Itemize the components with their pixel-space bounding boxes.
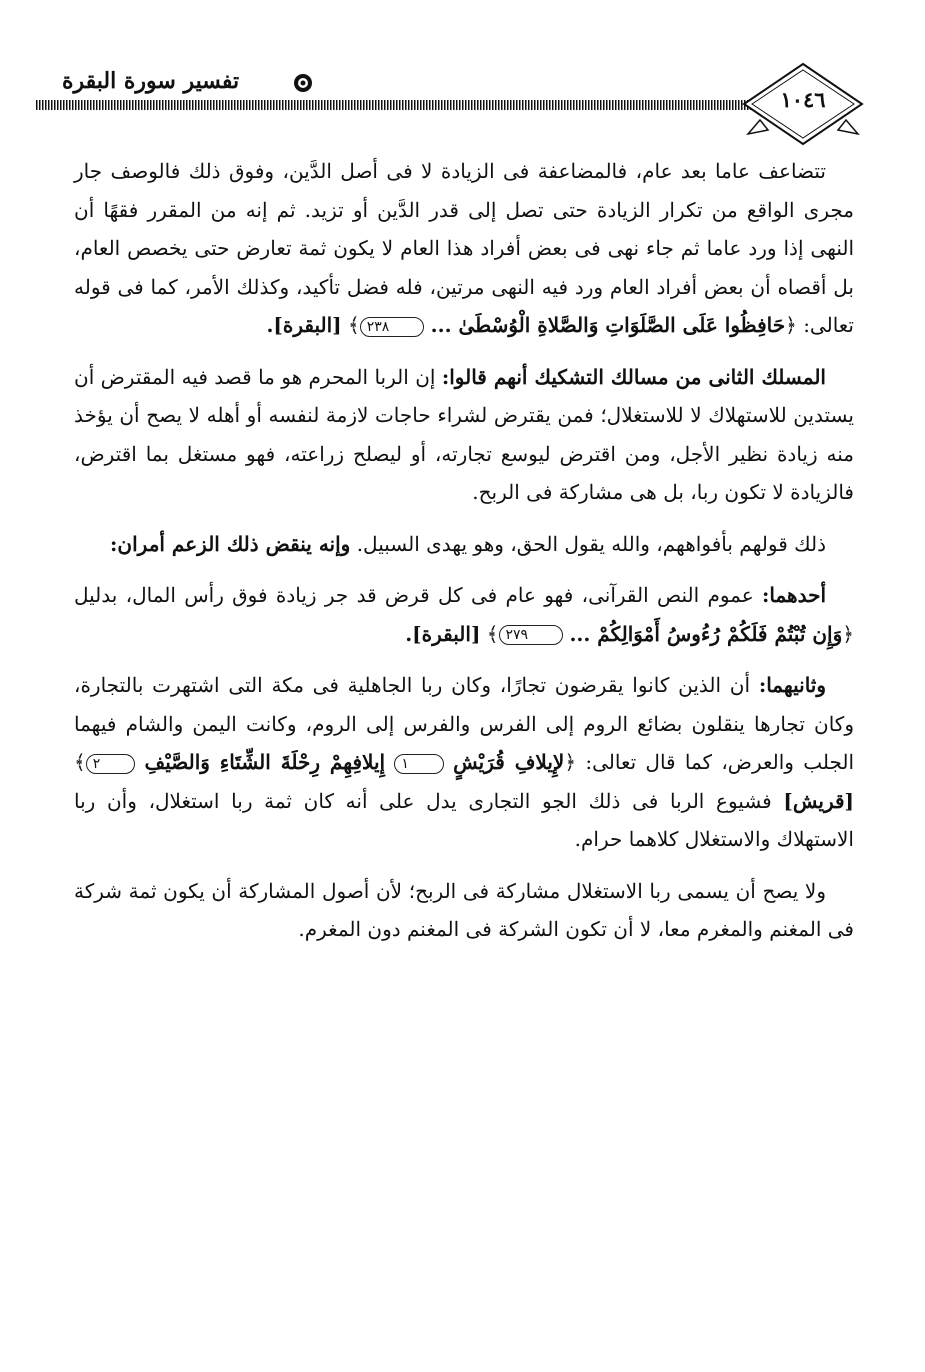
paragraph-lead: أحدهما:: [762, 583, 827, 607]
quran-open-brace: ﴿: [842, 621, 854, 646]
paragraph-text-continued: فشيوع الربا فى ذلك الجو التجارى يدل على أنه كان ثمة ربا استغلال، وأن ربا الاستهلاك والاستغلال كلاهما حرام.: [74, 788, 854, 851]
paragraph-5: [74, 666, 854, 859]
page-header: [22, 60, 902, 150]
paragraph-text: عموم النص القرآنى، فهو عام فى كل قرض قد جر زيادة فوق رأس المال، بدليل: [74, 583, 754, 607]
paragraph-text: تتضاعف عاما بعد عام، فالمضاعفة فى الزيادة لا فى أصل الدَّين، وفوق ذلك فالوصف جار مجرى الواقع من تكرار الزيادة حتى تصل إلى قدر الدَّين أو تزيد. ثم إنه من المقرر فقهًا أن النهى إذا ورد عاما ثم جاء نهى فى بعض أفراد هذا العام لا يكون ثمة تعارض حتى يخصص العام، بل أقصاه أن بعض أفراد العام ورد فيه النهى مرتين، فله فضل تأكيد، وكذلك الأمر، كما فى قوله تعالى:: [74, 159, 854, 337]
quran-verse: وَإِن تُبْتُمْ فَلَكُمْ رُءُوسُ أَمْوَالِكُمْ ...: [569, 621, 843, 646]
ayah-number-badge: ١: [394, 754, 444, 774]
paragraph-text: أن الذين كانوا يقرضون تجارًا، وكان ربا الجاهلية فى مكة التى اشتهرت بالتجارة، وكان تجارها ينقلون بضائع الروم إلى الفرس والفرس إلى الروم، وكانت اليمن والشام فيهما الجلب والعرض، كما قال تعالى:: [74, 673, 855, 774]
ornament-icon: [292, 72, 314, 94]
surah-reference: [البقرة].: [266, 313, 342, 337]
paragraph-2: [74, 358, 854, 512]
quran-open-brace: ﴿: [785, 313, 797, 337]
running-title: تفسير سورة البقرة: [62, 68, 240, 94]
paragraph-3: [74, 525, 854, 564]
quran-close-brace: ﴾: [486, 621, 499, 646]
paragraph-tail: وإنه ينقض ذلك الزعم أمران:: [110, 531, 351, 556]
paragraph-4: [74, 576, 854, 653]
page-body: [74, 152, 854, 949]
surah-reference: [قريش]: [783, 788, 855, 813]
paragraph-lead: وثانيهما:: [758, 673, 827, 697]
quran-close-brace: ﴾: [348, 313, 360, 337]
quran-verse: إِيلافِهِمْ رِحْلَةَ الشِّتَاءِ وَالصَّيْفِ: [144, 750, 386, 774]
header-rule: [36, 100, 766, 110]
quran-verse: لإِيلافِ قُرَيْشٍ: [453, 750, 565, 774]
page-number: ١٠٤٦: [780, 87, 826, 112]
ayah-number-badge: ٢: [86, 754, 136, 774]
paragraph-text: ذلك قولهم بأفواههم، والله يقول الحق، وهو يهدى السبيل.: [356, 531, 826, 556]
paragraph-text: إن الربا المحرم هو ما قصد فيه المقترض أن يستدين للاستهلاك لا للاستغلال؛ فمن يقترض لشراء حاجات لازمة لنفسه أو أهله لا يصح أن يؤخذ منه زيادة نظير الأجل، ومن اقترض ليوسع تجارته، أو ليصلح زراعته، فهو مستغل بما اقترض، فالزيادة لا تكون ربا، بل هى مشاركة فى الربح.: [74, 364, 854, 504]
paragraph-1: [74, 152, 854, 345]
paragraph-6: [74, 872, 854, 949]
surah-reference: [البقرة].: [405, 621, 481, 646]
ayah-number-badge: ٢٧٩: [499, 625, 564, 645]
quran-open-brace: ﴿: [564, 750, 577, 774]
paragraph-lead: المسلك الثانى من مسالك التشكيك أنهم قالوا:: [441, 364, 826, 389]
quran-verse: حَافِظُوا عَلَى الصَّلَوَاتِ وَالصَّلاةِ الْوُسْطَىٰ ...: [430, 313, 786, 337]
paragraph-text: ولا يصح أن يسمى ربا الاستغلال مشاركة فى الربح؛ لأن أصول المشاركة أن يكون ثمة شركة فى المغنم والمغرم معا، لا أن تكون الشركة فى المغنم دون المغرم.: [74, 878, 854, 941]
quran-close-brace: ﴾: [74, 750, 86, 774]
ayah-number-badge: ٢٣٨: [360, 317, 425, 337]
